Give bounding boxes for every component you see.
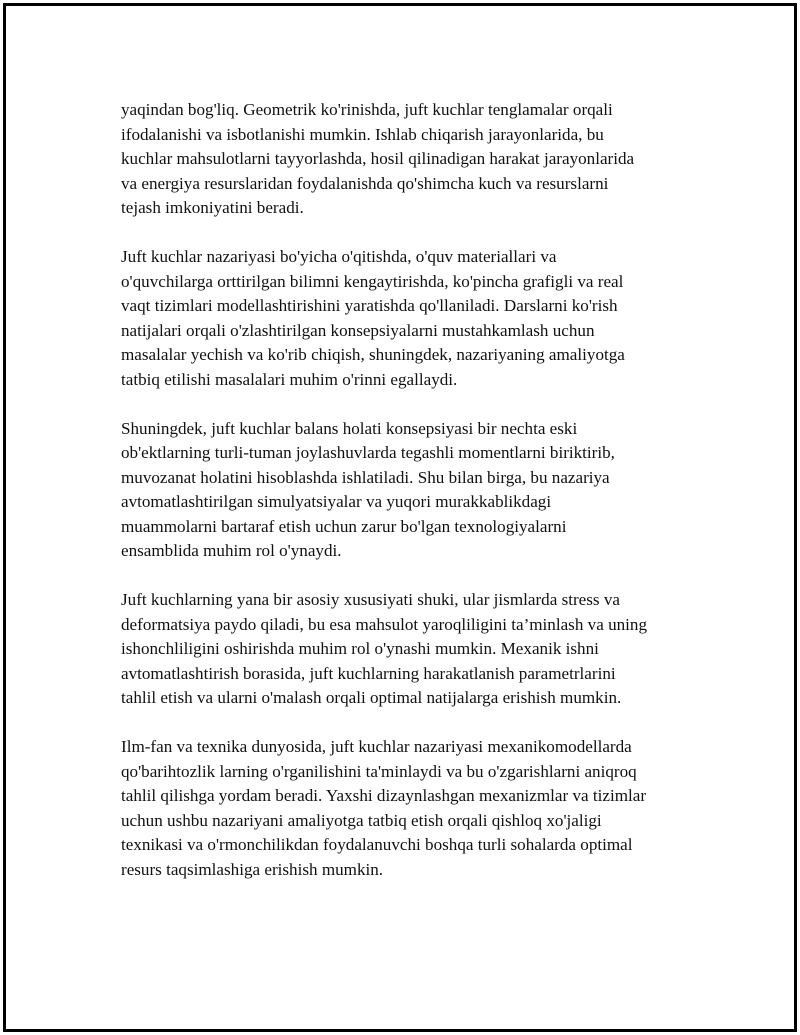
page-frame: [3, 3, 797, 1032]
paragraph-1: yaqindan bog'liq. Geometrik ko'rinishda, juft kuchlar tenglamalar orqali ifodalanishi va isbotlanishi mumkin. Ishlab chiqarish jarayonlarida, bu kuchlar mahsulotlarni tayyorlashda, hosil qilinadigan harakat jarayonlarida va energiya resurslaridan foydalanishda qo'shimcha kuch va resurslarni tejash imkoniyatini beradi.: [121, 100, 635, 217]
paragraph-3: Shuningdek, juft kuchlar balans holati konsepsiyasi bir nechta eski ob'ektlarning turli-tuman joylashuvlarda tegashli momentlarni biriktirib, muvozanat holatini hisoblashda ishlatiladi. Shu bilan birga, bu nazariya avtomatlashtirilgan simulyatsiyalar va yuqori murakkablikdagi muammolarni bartaraf etish uchun zarur bo'lgan texnologiyalarni ensamblida muhim rol o'ynaydi.: [121, 418, 615, 560]
paragraph-4: Juft kuchlarning yana bir asosiy xususiyati shuki, ular jismlarda stress va deformatsiya paydo qiladi, bu esa mahsulot yaroqliligini ta’minlash va uning ishonchliligini oshirishda muhim rol o'ynashi mumkin. Mexanik ishni avtomatlashtirish borasida, juft kuchlarning harakatlanish parametrlarini tahlil etish va ularni o'malash orqali optimal natijalarga erishish mumkin.: [121, 590, 648, 707]
document-body: [121, 98, 711, 907]
paragraph-2: Juft kuchlar nazariyasi bo'yicha o'qitishda, o'quv materiallari va o'quvchilarga orttirilgan bilimni kengaytirishda, ko'pincha grafigli va real vaqt tizimlari modellashtirishini yaratishda qo'llaniladi. Darslarni ko'rish natijalari orqali o'zlashtirilgan konsepsiyalarni mustahkamlash uchun masalalar yechish va ko'rib chiqish, shuningdek, nazariyaning amaliyotga tatbiq etilishi masalalari muhim o'rinni egallaydi.: [121, 247, 625, 389]
paragraph-5: Ilm-fan va texnika dunyosida, juft kuchlar nazariyasi mexanikomodellarda qo'barihtozlik larning o'rganilishini ta'minlaydi va bu o'zgarishlarni aniqroq tahlil qilishga yordam beradi. Yaxshi dizaynlashgan mexanizmlar va tizimlar uchun ushbu nazariyani amaliyotga tatbiq etish orqali qishloq xo'jaligi texnikasi va o'rmonchilikdan foydalanuvchi boshqa turli sohalarda optimal resurs taqsimlashiga erishish mumkin.: [121, 737, 647, 879]
